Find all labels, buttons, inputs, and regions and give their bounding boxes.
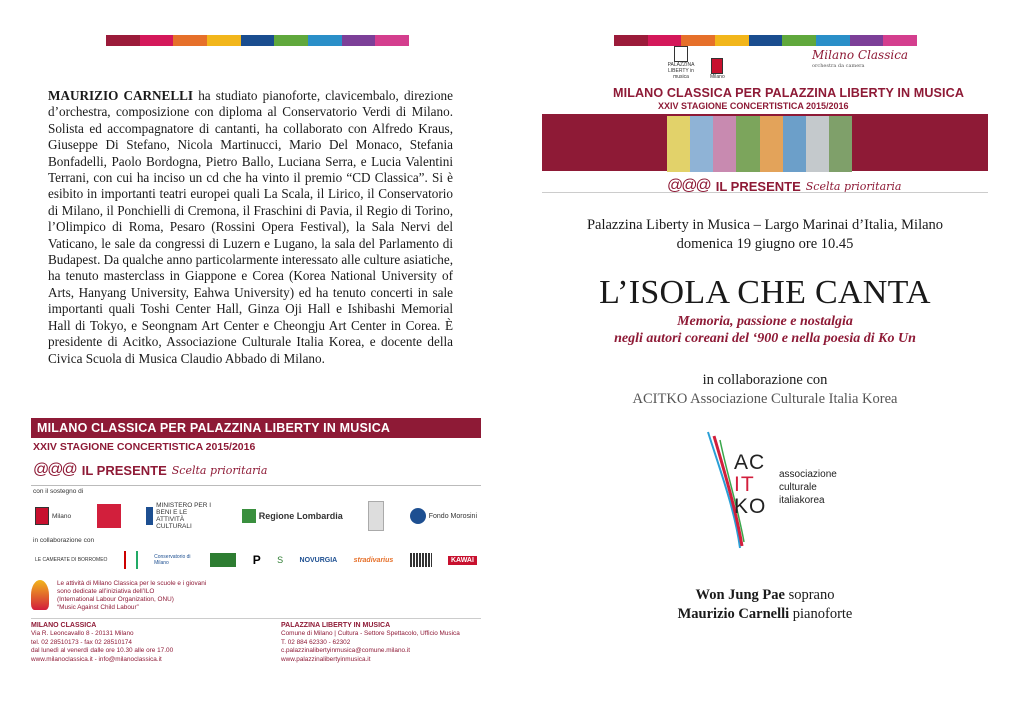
divider xyxy=(31,485,481,486)
sponsor-title: MILANO CLASSICA PER PALAZZINA LIBERTY IN MUSICA xyxy=(31,418,481,438)
support-label: con il sostegno di xyxy=(33,488,84,495)
acitko-letters: AC IT KO xyxy=(734,451,767,518)
header xyxy=(540,44,990,194)
conservatorio-logo: Conservatorio di Milano xyxy=(154,554,191,566)
bio-text: ha studiato pianoforte, clavicembalo, direzione d’orchestra, composizione con diploma al Conservatorio Verdi di Milano. Solista ed accompagnatore di cantanti, ha collaborato con Alfredo Kraus, Giuseppe Di Stefano, Nicola Martinucci, Mario Del Monaco, Stefania Bonfadelli, Paolo Bordogna, Pietro Ballo, Luciana Serra, e Lucia Valentini Terrani, con cui ha inciso un cd che ha vinto il premio “CD Classica”. Si è esibito in importanti teatri europei quali La Scala, il Lirico, il Conservatorio di Milano, il Ponchielli di Cremona, il Fraschini di Pavia, il Regio di Torino, l’Olimpico di Roma, Pesaro (Rossini Opera Festival), la Sala Nervi del Vaticano, le sale da congressi di Luzern e Lugano, la sala del Parlamento di Budapest. Da qualche anno particolarmente interessato alle culture asiatiche, ha tenuto masterclass in Giappone e Corea (Korea National University of Arts, Hanyang University, Eahwa University) ed ha tenuto concerti in sale importanti quali Toshi Center Hall, Ginza Oji Hall e Ishibashi Memorial Hall di Tokyo, e Seongnam Art Center e Cheongju Art Center in Corea. È presidente di Acitko, Associazione Culturale Italia Korea, e docente della Civica Scuola di Musica Claudio Abbado di Milano. xyxy=(48,88,453,366)
piano-logo xyxy=(210,553,236,567)
header-divider xyxy=(542,192,988,193)
acitko-small-logo xyxy=(124,551,138,569)
venue-line-1: Palazzina Liberty in Musica – Largo Marinai d’Italia, Milano xyxy=(586,217,944,233)
ilo-flame-icon xyxy=(31,580,49,610)
presente-script: Scelta prioritaria xyxy=(171,463,268,477)
biography xyxy=(48,88,453,367)
palazzina-logo: PALAZZINA LIBERTY in musica xyxy=(666,46,696,80)
spiral-icon: @@@ xyxy=(667,177,710,194)
barcode-logo xyxy=(410,553,432,567)
performer-2: Maurizio Carnelli pianoforte xyxy=(677,606,853,622)
milano-crest-icon: Milano xyxy=(35,507,71,525)
sponsor-presente xyxy=(31,461,481,479)
fondo-morosini-logo: Fondo Morosini xyxy=(410,508,477,524)
support-logos xyxy=(31,495,481,537)
header-title: MILANO CLASSICA PER PALAZZINA LIBERTY IN MUSICA xyxy=(613,86,965,100)
milano-crest-icon: Milano xyxy=(710,58,725,80)
header-subtitle: XXIV STAGIONE CONCERTISTICA 2015/2016 xyxy=(658,101,849,111)
citta-metropolitana-logo xyxy=(97,504,121,528)
venue xyxy=(540,216,990,254)
camerate-logo: LE CAMERATE DI BORROMEO xyxy=(35,557,108,563)
ilo-section xyxy=(31,580,481,612)
p-logo: P xyxy=(252,553,261,567)
spiral-icon: @@@ xyxy=(33,461,76,478)
concert-subtitle: Memoria, passione e nostalgia negli autori coreani del ‘900 e nella poesia di Ko Un xyxy=(614,314,916,346)
concert-title: L’ISOLA CHE CANTA xyxy=(599,274,931,311)
fondazione-logo xyxy=(368,501,384,531)
venue-line-2: domenica 19 giugno ore 10.45 xyxy=(676,236,854,252)
regione-lombardia-logo: Regione Lombardia xyxy=(242,509,343,523)
milano-classica-logo: Milano Classica orchestra da camera xyxy=(812,48,909,69)
sponsor-subtitle: XXIV STAGIONE CONCERTISTICA 2015/2016 xyxy=(33,441,256,453)
collaboration: in collaborazione con ACITKO Associazione Culturale Italia Korea xyxy=(632,372,898,407)
presente-label: IL PRESENTE xyxy=(81,462,167,478)
sponsor-panel xyxy=(31,418,481,696)
header-presente: @@@ IL PRESENTE Scelta prioritaria xyxy=(667,177,902,194)
performers xyxy=(540,586,990,624)
header-logos xyxy=(666,46,725,80)
acitko-text: associazione culturale italiakorea xyxy=(779,469,837,506)
s-logo: S xyxy=(277,555,284,565)
ministero-logo: MINISTERO PER I BENI E LE ATTIVITÀ CULTURALI xyxy=(146,502,216,530)
contact-palazzina-liberty: PALAZZINA LIBERTY IN MUSICA Comune di Milano | Cultura - Settore Spettacolo, Ufficio Musica T. 02 884 62330 - 62302 c.palazzinalibertyinmusica@comune.milano.it www.palazzinalibertyinmusica.it xyxy=(281,622,460,663)
contact-milano-classica: MILANO CLASSICA Via R. Leoncavallo 8 - 20131 Milano tel. 02 28510173 - fax 02 28510174 dal lunedì al venerdì dalle ore 10.30 alle ore 17.00 www.milanoclassica.it - info@milanoclassica.it xyxy=(31,622,174,663)
bio-name: MAURIZIO CARNELLI xyxy=(48,88,194,103)
contacts xyxy=(31,618,481,664)
novurgia-logo: NOVURGIA xyxy=(299,556,338,564)
color-stripe-left xyxy=(106,35,409,46)
villa-photo xyxy=(667,116,852,172)
performer-1: Won Jung Pae soprano xyxy=(695,587,835,603)
collab-logos xyxy=(31,544,481,576)
ilo-text: Le attività di Milano Classica per le scuole e i giovani sono dedicate all’iniziativa dell’ILO (International Labour Organization, ONU) “Music Against Child Labour” xyxy=(57,580,207,611)
kawai-logo: KAWAI xyxy=(448,556,477,565)
acitko-logo xyxy=(700,430,850,550)
stradivarius-logo: stradivarius xyxy=(353,556,394,564)
collab-label: in collaborazione con xyxy=(33,537,95,544)
